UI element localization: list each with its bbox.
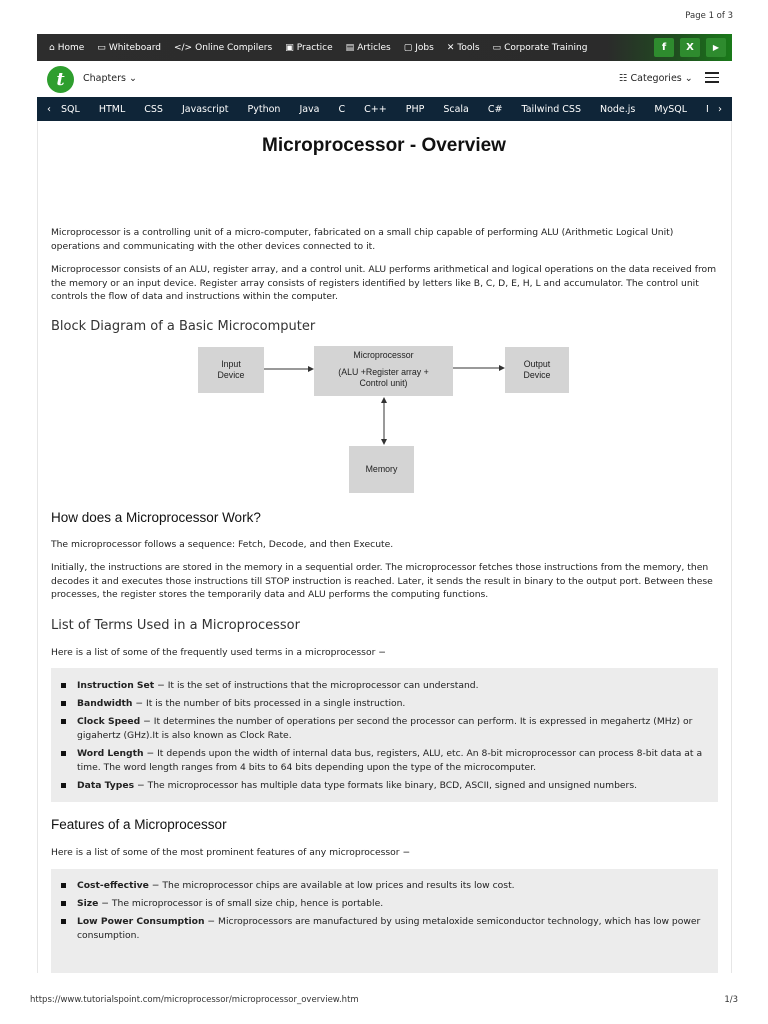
features-intro: Here is a list of some of the most prominent features of any microprocessor −: [51, 847, 411, 858]
term-desc: − It is the set of instructions that the microprocessor can understand.: [154, 680, 479, 691]
feature-desc: − The microprocessor chips are available at low prices and results its low cost.: [148, 880, 515, 891]
lang-item[interactable]: MySQL: [654, 103, 688, 115]
nav-label: Corporate Training: [504, 42, 588, 53]
list-item: [77, 879, 709, 893]
diagram-label: Control unit): [359, 378, 408, 388]
term-name: Word Length: [77, 748, 144, 759]
list-item: [77, 779, 709, 793]
diagram-label: Input: [221, 359, 241, 369]
print-url: https://www.tutorialspoint.com/microprocessor/microprocessor_overview.htm: [30, 995, 359, 1005]
print-page-number: 1/3: [724, 995, 738, 1005]
nav-label: Articles: [357, 42, 391, 53]
features-list: [51, 869, 718, 973]
term-desc: − The microprocessor has multiple data type formats like binary, BCD, ASCII, signed and unsigned numbers.: [134, 780, 638, 791]
lang-item[interactable]: CSS: [144, 103, 163, 115]
chevron-right-icon[interactable]: ›: [708, 97, 732, 121]
list-item: [77, 715, 709, 742]
chevron-left-icon[interactable]: ‹: [47, 103, 51, 115]
lang-item[interactable]: Python: [247, 103, 281, 115]
nav-label: Online Compilers: [195, 42, 273, 53]
youtube-icon[interactable]: ▶: [706, 38, 726, 57]
site-logo[interactable]: t: [47, 66, 74, 93]
nav-label: Whiteboard: [108, 42, 161, 53]
categories-dropdown[interactable]: ☷ Categories ⌄: [619, 73, 693, 84]
term-desc: − It determines the number of operations per second the processor can perform. It is expressed in megahertz (MHz) or gigahertz (GHz).It is also known as Clock Rate.: [77, 716, 693, 741]
term-name: Instruction Set: [77, 680, 155, 691]
feature-name: Cost-effective: [77, 880, 149, 891]
feature-desc: − Microprocessors are manufactured by using metaloxide semiconductor technology, which has low power consumption.: [77, 916, 701, 941]
term-desc: − It depends upon the width of internal data bus, registers, ALU, etc. An 8-bit microprocessor can process 8-bit data at a time. The word length ranges from 4 bits to 64 bits depending upon the type of the microcomputer.: [77, 748, 703, 773]
diagram-label: (ALU +Register array +: [338, 367, 429, 377]
lang-item[interactable]: C++: [364, 103, 387, 115]
lang-item[interactable]: C#: [487, 103, 503, 115]
intro-paragraph-1: Microprocessor is a controlling unit of a micro-computer, fabricated on a small chip capable of performing ALU (Arithmetic Logical Unit) operations and communicating with the other devices connected to it.: [51, 227, 674, 252]
list-item: [77, 915, 709, 942]
diagram-label: Microprocessor: [353, 350, 414, 360]
home-icon: ⌂: [49, 42, 55, 53]
terms-heading: List of Terms Used in a Microprocessor: [51, 618, 300, 633]
lang-item[interactable]: Javascript: [181, 103, 229, 115]
diagram-label: Device: [217, 370, 245, 380]
lang-item[interactable]: Java: [299, 103, 320, 115]
work-paragraph-1: The microprocessor follows a sequence: Fetch, Decode, and then Execute.: [51, 539, 394, 550]
list-item: [77, 747, 709, 774]
x-icon[interactable]: X: [680, 38, 700, 57]
nav-label: Practice: [296, 42, 333, 53]
lang-item[interactable]: Node.js: [599, 103, 636, 115]
terms-intro: Here is a list of some of the frequently used terms in a microprocessor −: [51, 647, 386, 658]
nav-label: Tools: [457, 42, 480, 53]
page-title: Microprocessor - Overview: [262, 135, 506, 156]
term-name: Data Types: [77, 780, 135, 791]
list-item: [77, 679, 709, 693]
feature-name: Low Power Consumption: [77, 916, 205, 927]
lang-item[interactable]: HTML: [98, 103, 126, 115]
work-paragraph-2: Initially, the instructions are stored in the memory in a sequential order. The microprocessor fetches those instructions from the memory, then decodes it and executes those instructions till STOP instruction is reached. Later, it sends the result in binary to the output port. Between these processes, the register stores the temporarily data and ALU performs the computing functions.: [51, 562, 713, 600]
training-icon: ▭: [492, 42, 502, 53]
term-name: Clock Speed: [77, 716, 141, 727]
lang-item[interactable]: PHP: [405, 103, 425, 115]
diagram-label: Device: [523, 370, 551, 380]
chapters-dropdown[interactable]: Chapters ⌄: [83, 73, 137, 84]
diagram-label: Output: [523, 359, 551, 369]
lang-item[interactable]: Scala: [443, 103, 469, 115]
term-desc: − It is the number of bits processed in a single instruction.: [132, 698, 406, 709]
terms-list: [51, 668, 718, 802]
block-diagram-heading: Block Diagram of a Basic Microcomputer: [51, 319, 316, 334]
nav-label: Jobs: [415, 42, 434, 53]
intro-paragraph-2: Microprocessor consists of an ALU, register array, and a control unit. ALU performs arithmetical and logical operations on the data received from the memory or an input device. Register array consists of registers identified by letters like B, C, D, E, H, L and accumulator. The control unit controls the flow of data and instructions within the computer.: [51, 264, 717, 302]
lang-item[interactable]: Tailwind CSS: [521, 103, 581, 115]
jobs-icon: ▢: [403, 42, 413, 53]
lang-item[interactable]: SQL: [61, 103, 80, 115]
features-heading: Features of a Microprocessor: [51, 817, 227, 832]
nav-label: Home: [57, 42, 85, 53]
list-item: [77, 897, 709, 911]
diagram-label: Memory: [365, 464, 398, 474]
how-it-works-heading: How does a Microprocessor Work?: [51, 510, 261, 525]
lang-item[interactable]: C: [338, 103, 346, 115]
feature-name: Size: [77, 898, 99, 909]
whiteboard-icon: ▭: [97, 42, 106, 53]
facebook-icon[interactable]: f: [654, 38, 674, 57]
list-item: [77, 697, 709, 711]
print-page-label: Page 1 of 3: [685, 11, 733, 21]
code-icon: </>: [173, 42, 193, 53]
practice-icon: ▣: [285, 42, 294, 53]
term-name: Bandwidth: [77, 698, 133, 709]
articles-icon: ▤: [345, 42, 355, 53]
tools-icon: ✕: [446, 42, 455, 53]
feature-desc: − The microprocessor is of small size chip, hence is portable.: [98, 898, 384, 909]
